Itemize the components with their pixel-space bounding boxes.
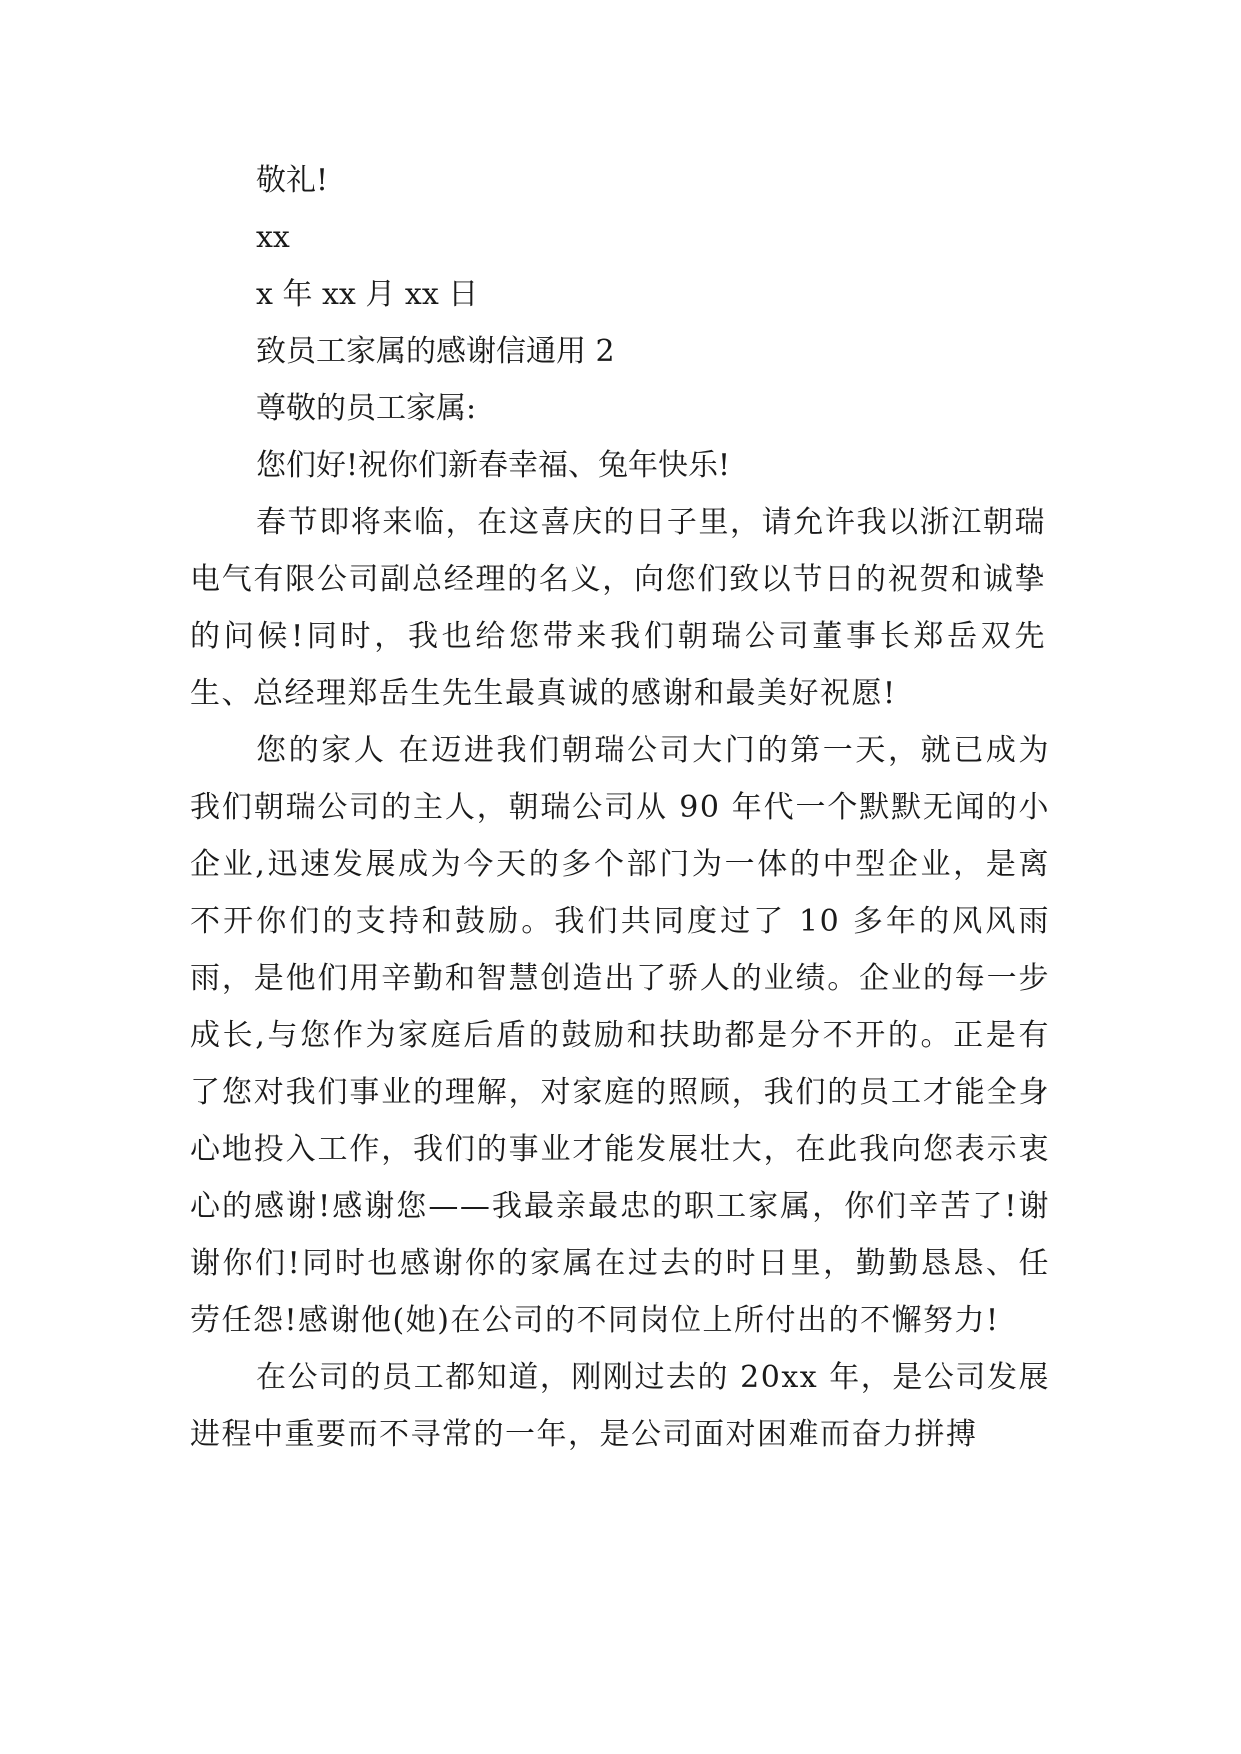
sender-name: xx: [256, 220, 290, 255]
letter-wish: 您们好!祝你们新春幸福、兔年快乐!: [256, 448, 731, 483]
paragraph-2: 您的家人 在迈进我们朝瑞公司大门的第一天，就已成为我们朝瑞公司的主人，朝瑞公司从 90 年代一个默默无闻的小企业,迅速发展成为今天的多个部门为一体的中型企业，是离不开你们的支持和鼓励。我们共同度过了 10 多年的风风雨雨，是他们用辛勤和智慧创造出了骄人的业绩。企业的每一步成长,与您作为家庭后盾的鼓励和扶助都是分不开的。正是有了您对我们事业的理解，对家庭的照顾，我们的员工才能全身心地投入工作，我们的事业才能发展壮大，在此我向您表示衷心的感谢!感谢您——我最亲最忠的职工家属，你们辛苦了!谢谢你们!同时也感谢你的家属在过去的时日里，勤勤恳恳、任劳任怨!感谢他(她)在公司的不同岗位上所付出的不懈努力!: [190, 733, 1050, 1338]
letter-date: x 年 xx 月 xx 日: [256, 277, 479, 312]
paragraph-1: 春节即将来临，在这喜庆的日子里，请允许我以浙江朝瑞电气有限公司副总经理的名义，向您们致以节日的祝贺和诚挚的问候!同时，我也给您带来我们朝瑞公司董事长郑岳双先生、总经理郑岳生先生最真诚的感谢和最美好祝愿!: [190, 505, 1046, 711]
salutation-closing: 敬礼!: [256, 163, 329, 198]
letter-greeting: 尊敬的员工家属:: [256, 391, 477, 426]
paragraph-3: 在公司的员工都知道，刚刚过去的 20xx 年，是公司发展进程中重要而不寻常的一年，是公司面对困难而奋力拼搏: [190, 1360, 1050, 1452]
letter-body: [190, 152, 1050, 1463]
letter-title: 致员工家属的感谢信通用 2: [256, 334, 615, 369]
